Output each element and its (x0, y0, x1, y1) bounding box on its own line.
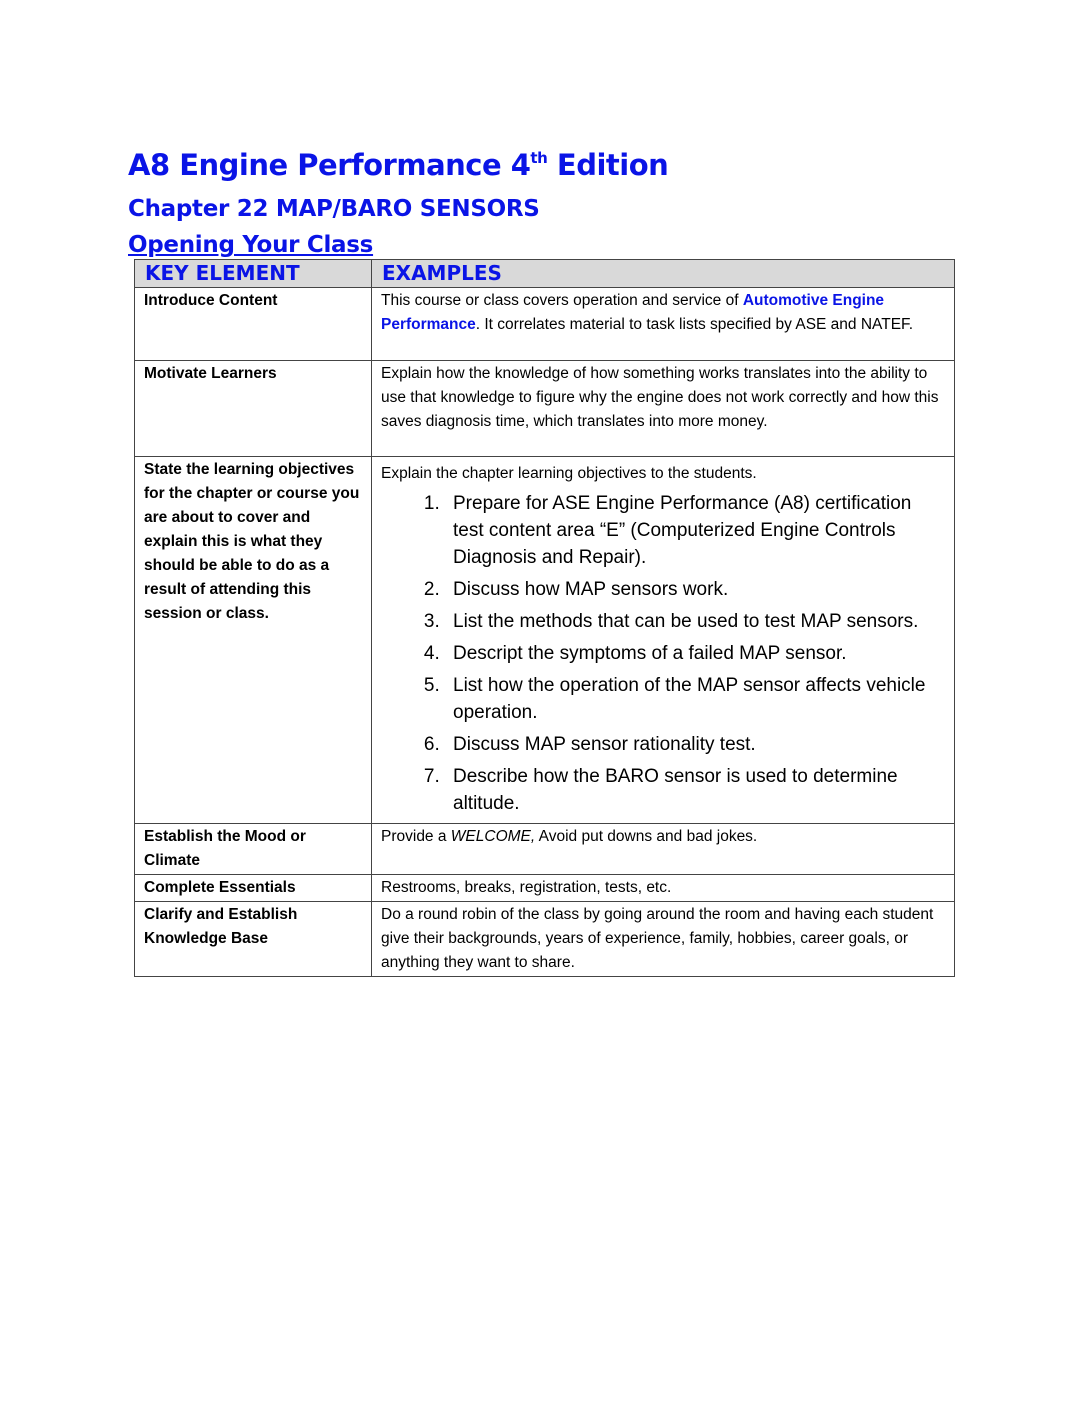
title-rest: Edition (547, 148, 669, 182)
list-item: 7. Describe how the BARO sensor is used to determine altitude. (445, 763, 945, 817)
objectives-list (381, 490, 945, 817)
section-heading: Opening Your Class (128, 232, 374, 258)
title-main: A8 Engine Performance 4 (128, 148, 531, 182)
table-row (135, 824, 955, 875)
table-row (135, 875, 955, 902)
example-text: Avoid put downs and bad jokes. (535, 828, 758, 845)
table-row (135, 361, 955, 457)
table-row (135, 288, 955, 361)
example-cell: Do a round robin of the class by going around the room and having each student give their backgrounds, years of experience, family, hobbies, career goals, or anything they want to share. (372, 902, 955, 977)
highlight-text: Automotive Engine Performance (381, 292, 885, 333)
example-cell (372, 457, 955, 824)
chapter-heading: Chapter 22 MAP/BARO SENSORS (128, 196, 540, 222)
list-item: 3. List the methods that can be used to test MAP sensors. (445, 608, 945, 635)
example-cell: Explain how the knowledge of how something works translates into the ability to use that knowledge to figure why the engine does not work correctly and how this saves diagnosis time, which translates into more money. (372, 361, 955, 457)
table-row (135, 902, 955, 977)
title-superscript: th (530, 149, 548, 167)
key-cell: Establish the Mood or Climate (135, 824, 372, 875)
key-cell: Introduce Content (135, 288, 372, 361)
table-header-row (135, 260, 955, 288)
list-item: 1. Prepare for ASE Engine Performance (A8) certification test content area “E” (Computerized Engine Controls Diagnosis and Repair). (445, 490, 945, 571)
example-cell (372, 288, 955, 361)
document-title (128, 148, 668, 182)
list-item: 2. Discuss how MAP sensors work. (445, 576, 945, 603)
example-cell: Restrooms, breaks, registration, tests, etc. (372, 875, 955, 902)
list-item: 5. List how the operation of the MAP sensor affects vehicle operation. (445, 672, 945, 726)
key-elements-table (134, 259, 955, 977)
example-text: Provide a (381, 828, 451, 845)
key-cell: Complete Essentials (135, 875, 372, 902)
example-text: Explain the chapter learning objectives to the students. (381, 465, 757, 482)
emphasis-text: WELCOME, (450, 828, 536, 845)
key-cell: State the learning objectives for the chapter or course you are about to cover and explain this is what they should be able to do as a result of attending this session or class. (135, 457, 372, 824)
list-item: 6. Discuss MAP sensor rationality test. (445, 731, 945, 758)
key-cell: Motivate Learners (135, 361, 372, 457)
header-key-element: KEY ELEMENT (135, 260, 372, 288)
table-row (135, 457, 955, 824)
example-text: . It correlates material to task lists specified by ASE and NATEF. (475, 316, 914, 333)
header-examples: EXAMPLES (372, 260, 955, 288)
list-item: 4. Descript the symptoms of a failed MAP sensor. (445, 640, 945, 667)
key-cell: Clarify and Establish Knowledge Base (135, 902, 372, 977)
example-cell (372, 824, 955, 875)
example-text: This course or class covers operation and service of (381, 292, 743, 309)
